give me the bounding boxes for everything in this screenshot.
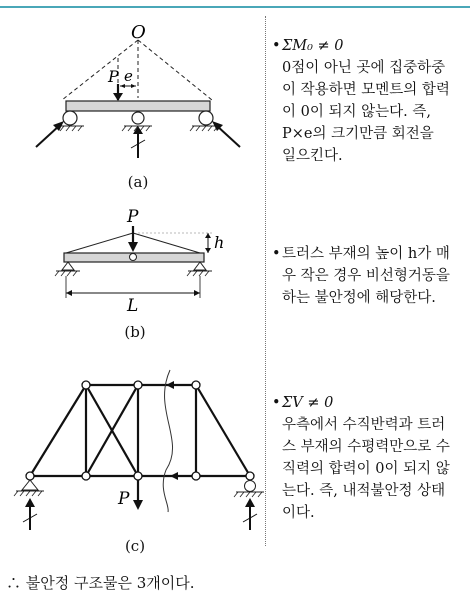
note-c-line-1: 우측에서 수직반력과 트러 bbox=[282, 417, 446, 433]
note-a-line-4: P×e의 크기만큼 회전을 bbox=[282, 126, 434, 142]
load-arrow-head-c bbox=[133, 500, 143, 510]
note-a bbox=[272, 35, 467, 167]
note-b-line-2: 우 작은 경우 비선형거동을 bbox=[282, 268, 450, 284]
truss-joints bbox=[26, 381, 254, 480]
note-b-line-3: 하는 불안정에 해당한다. bbox=[282, 290, 436, 306]
note-a-line-2: 이 작용하면 모멘트의 합력 bbox=[282, 82, 450, 98]
note-a-line-3: 이 0이 되지 않는다. 즉, bbox=[282, 104, 431, 120]
column-divider bbox=[265, 16, 266, 546]
caption-c: (c) bbox=[124, 537, 146, 555]
height-h-label: h bbox=[214, 233, 225, 252]
truss-members bbox=[30, 385, 250, 476]
note-c-line-3: 직력의 합력이 0이 되지 않 bbox=[282, 461, 450, 477]
load-p-label-b: P bbox=[127, 207, 139, 227]
force-top-head bbox=[166, 381, 174, 389]
note-c-line-5: 이다. bbox=[282, 505, 315, 521]
note-b-line-1: 트러스 부재의 높이 h가 매 bbox=[282, 246, 450, 262]
load-p-label-a: P bbox=[108, 67, 119, 86]
reaction-c-left-head bbox=[25, 498, 35, 507]
support-c-right bbox=[245, 481, 256, 492]
note-c bbox=[272, 392, 467, 524]
note-a-line-1: 0점이 아닌 곳에 집중하중 bbox=[282, 60, 446, 76]
note-a-formula: ΣM₀ ≠ 0 bbox=[282, 38, 344, 54]
note-b bbox=[272, 243, 467, 309]
note-c-line-4: 는다. 즉, 내적불안정 상태 bbox=[282, 483, 446, 499]
caption-a: (a) bbox=[127, 173, 149, 191]
reaction-c-right-head bbox=[245, 498, 255, 507]
support-c-left bbox=[22, 480, 38, 490]
force-bottom-head bbox=[170, 472, 178, 480]
caption-b: (b) bbox=[124, 323, 146, 341]
section-cut-curve bbox=[163, 370, 172, 512]
note-c-formula: ΣV ≠ 0 bbox=[282, 395, 334, 411]
span-l-label: L bbox=[127, 296, 139, 316]
ecc-e-label: e bbox=[124, 67, 133, 85]
note-c-bullet: • bbox=[272, 395, 281, 411]
conclusion-text: ∴ 불안정 구조물은 3개이다. bbox=[6, 574, 195, 592]
note-b-bullet: • bbox=[272, 246, 281, 262]
point-o-label: O bbox=[131, 22, 146, 43]
note-a-bullet: • bbox=[272, 38, 281, 54]
load-p-label-c: P bbox=[118, 489, 130, 509]
note-a-line-5: 일으킨다. bbox=[282, 148, 343, 164]
note-c-line-2: 스 부재의 수평력만으로 수 bbox=[282, 439, 450, 455]
